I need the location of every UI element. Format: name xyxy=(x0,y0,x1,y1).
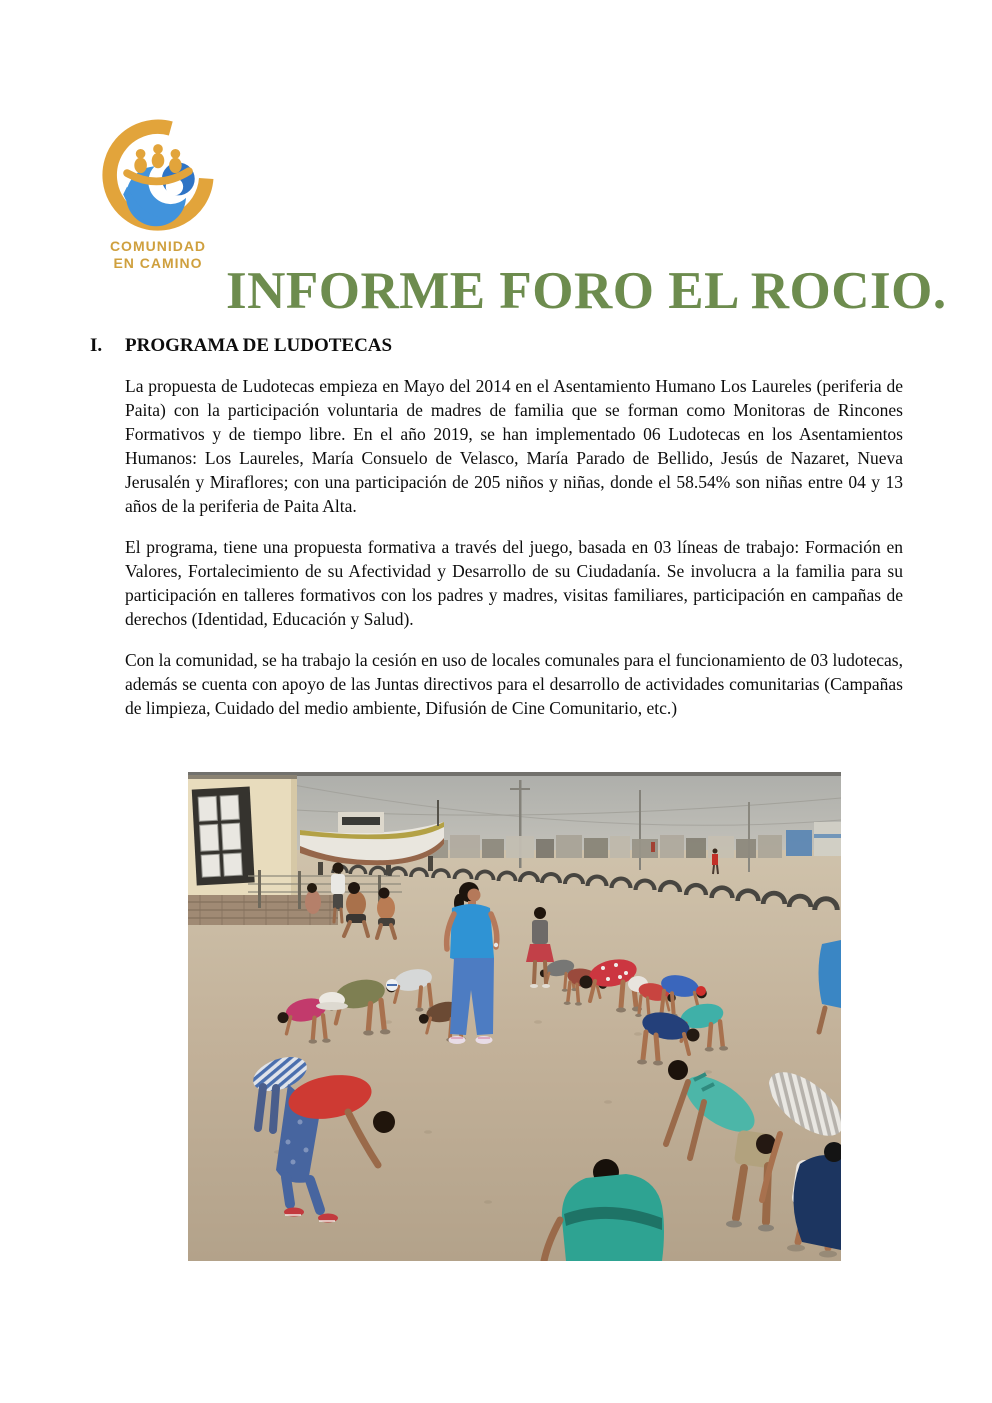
paragraph: Con la comunidad, se ha trabajo la cesión en uso de locales comunales para el funcionamiento de 03 ludotecas, además se cuenta con apoyo de las Juntas directivos para el desarrollo de actividades comunitarias (Campañas de limpieza, Cuidado del medio ambiente, Difusión de Cine Comunitario, etc.) xyxy=(125,650,903,718)
paragraph: El programa, tiene una propuesta formativa a través del juego, basada en 03 líneas de trabajo: Formación en Valores, Fortalecimiento de su Afectividad y Desarrollo de su Ciudadanía. Se involucra a la familia para su participación en talleres formativos con los padres y madres, visitas familiares, participación en campañas de derechos (Identidad, Educación y Salud). xyxy=(125,537,903,629)
page-title: INFORME FORO EL ROCIO. xyxy=(226,261,947,320)
section-numeral: I. xyxy=(90,335,103,356)
body-text xyxy=(125,374,903,737)
comunidad-en-camino-logo-icon xyxy=(100,116,216,238)
section-title: PROGRAMA DE LUDOTECAS xyxy=(125,335,393,356)
logo xyxy=(92,116,224,272)
paragraph: La propuesta de Ludotecas empieza en Mayo del 2014 en el Asentamiento Humano Los Laureles (periferia de Paita) con la participación voluntaria de madres de familia que se forman como Monitoras de Rincones Formativos y de tiempo libre. En el año 2019, se han implementado 06 Ludotecas en los Asentamientos Humanos: Los Laureles, María Consuelo de Velasco, María Parado de Bellido, Jesús de Nazaret, Nueva Jerusalén y Miraflores; con una participación de 205 niños y niñas, donde el 58.54% son niñas entre 04 y 13 años de la periferia de Paita Alta. xyxy=(125,376,903,516)
logo-text-line1: COMUNIDAD xyxy=(109,238,207,254)
section-heading xyxy=(90,334,392,358)
logo-text-line2: EN CAMINO xyxy=(113,255,203,271)
ludoteca-activity-photo xyxy=(188,772,841,1261)
